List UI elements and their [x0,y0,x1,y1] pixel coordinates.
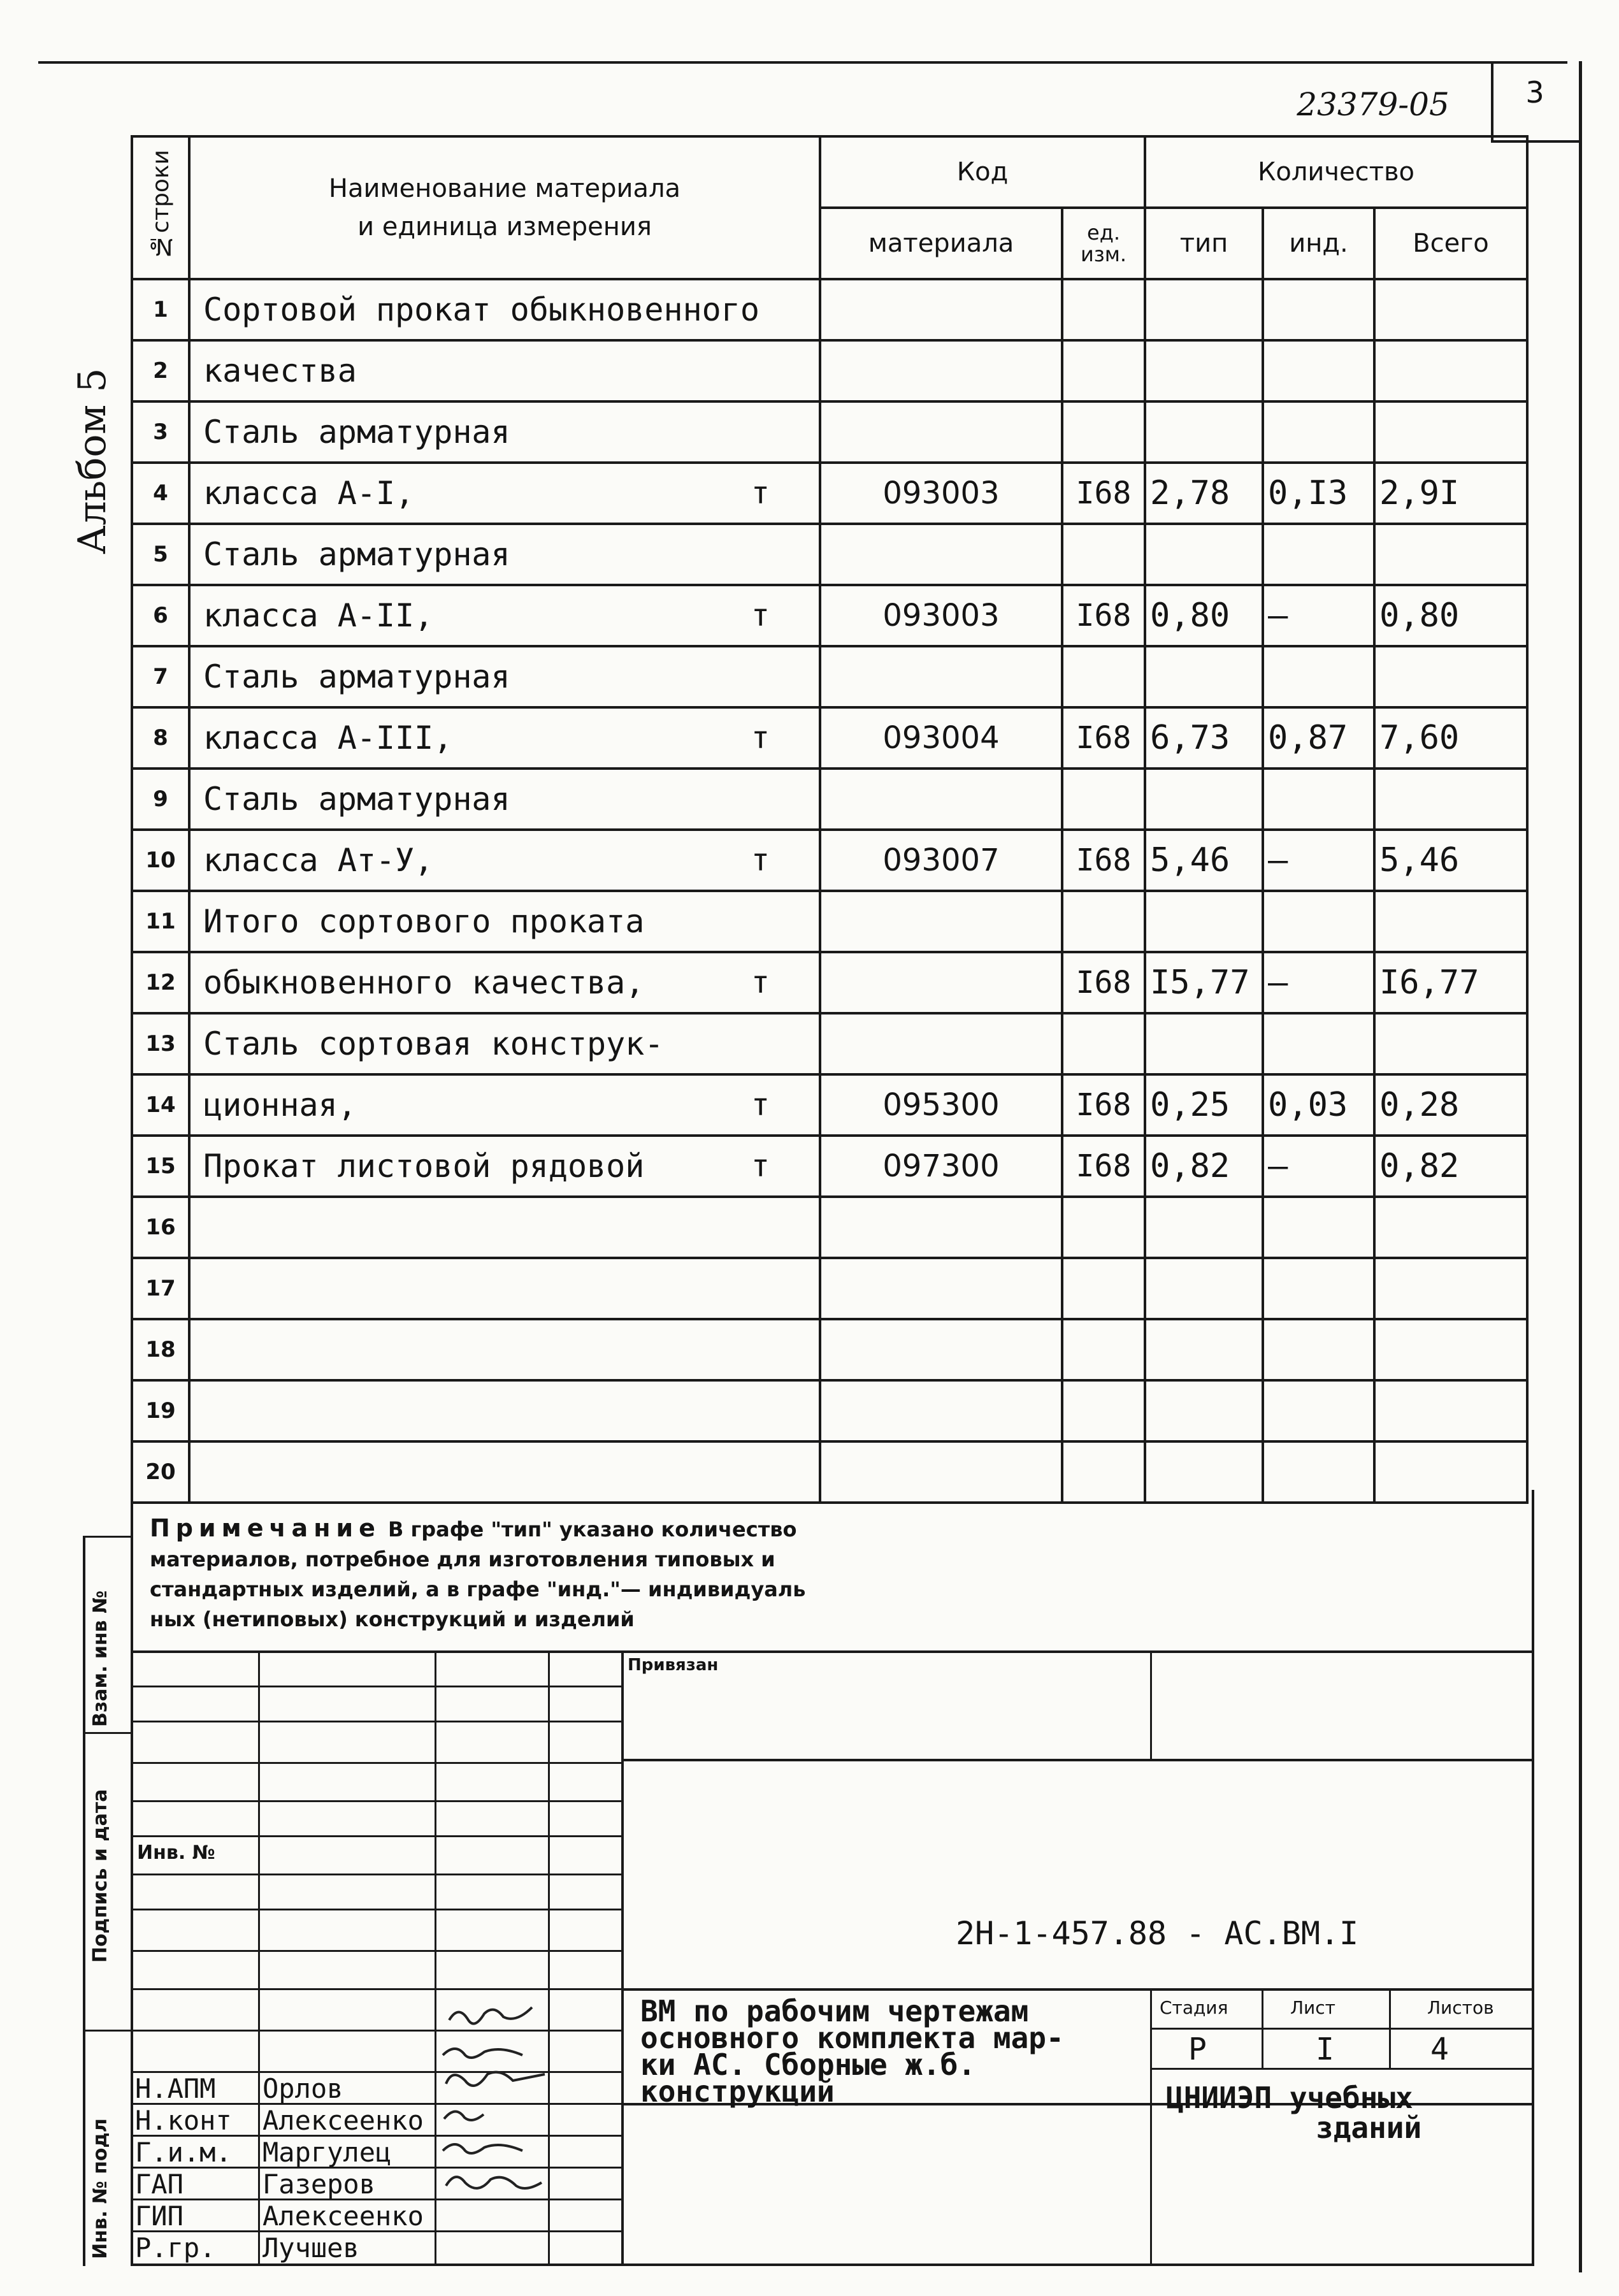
header-code-material: материала [820,208,1062,279]
album-label: Альбом 5 [70,368,115,554]
role-label: ГИП [135,2200,183,2232]
row-number-cell: 13 [132,1013,189,1074]
qty-type-cell [1145,340,1263,401]
material-code-cell [820,1319,1062,1380]
person-name: Маргулец [263,2137,392,2168]
row-number-cell: 4 [132,463,189,524]
qty-ind-cell: 0,I3 [1263,463,1374,524]
material-name-cell [189,830,820,891]
title-line-4: конструкций [640,2074,835,2109]
qty-type-cell [1145,646,1263,707]
qty-ind-cell [1263,524,1374,585]
unit-code-cell [1062,340,1145,401]
qty-total-cell [1374,1380,1527,1441]
qty-type-cell [1145,1441,1263,1503]
qty-type-cell [1145,1319,1263,1380]
table-row [132,1136,1527,1197]
unit-code-cell [1062,1258,1145,1319]
qty-ind-cell: – [1263,830,1374,891]
person-name: Лучшев [263,2232,359,2264]
qty-ind-cell [1263,1258,1374,1319]
role-label: Н.АПМ [135,2073,216,2104]
table-row [132,830,1527,891]
unit-code-cell [1062,1380,1145,1441]
margin-vzam-label: Взам. инв № [89,1590,112,1727]
header-row-no: №строки [132,136,189,279]
row-number-cell: 7 [132,646,189,707]
material-name: Сталь арматурная [203,658,510,695]
material-name: обыкновенного качества, [203,964,645,1001]
title-line-2: основного комплекта мар- [640,2021,1064,2055]
sheets-value: 4 [1430,2032,1449,2067]
material-name-cell [189,1197,820,1258]
qty-total-cell [1374,1319,1527,1380]
header-unit-measure: ед. изм. [1062,208,1145,279]
row-number-cell: 2 [132,340,189,401]
qty-total-cell [1374,1197,1527,1258]
person-name: Алексеенко [263,2105,424,2136]
organization-line-2: зданий [1316,2111,1422,2145]
unit-label: т [751,842,770,878]
qty-type-cell: 0,25 [1145,1074,1263,1136]
qty-ind-cell [1263,891,1374,952]
material-code-cell [820,1380,1062,1441]
unit-code-cell: I68 [1062,585,1145,646]
row-number-cell: 20 [132,1441,189,1503]
qty-type-cell [1145,1013,1263,1074]
row-number-cell: 9 [132,769,189,830]
material-code-cell [820,524,1062,585]
qty-ind-cell [1263,1319,1374,1380]
signature-alekseenko-2 [443,2144,522,2153]
unit-code-cell: I68 [1062,707,1145,769]
qty-total-cell [1374,340,1527,401]
qty-total-cell [1374,1441,1527,1503]
table-row [132,1441,1527,1503]
table-row [132,1380,1527,1441]
table-row [132,279,1527,340]
row-number-cell: 8 [132,707,189,769]
organization-line-1: ЦНИИЭП учебных [1166,2081,1413,2115]
material-name-cell [189,1380,820,1441]
qty-total-cell [1374,646,1527,707]
material-code-cell [820,1258,1062,1319]
qty-total-cell [1374,769,1527,830]
qty-total-cell [1374,1258,1527,1319]
row-number-cell: 3 [132,401,189,463]
note-block [150,1513,1042,1635]
note-line-4: ных (нетиповых) конструкций и изделий [150,1607,635,1631]
material-name-cell [189,952,820,1013]
table-row [132,585,1527,646]
material-code-cell [820,1197,1062,1258]
row-number-cell: 14 [132,1074,189,1136]
table-row [132,769,1527,830]
note-line-1: В графе "тип" указано количество [380,1517,797,1541]
table-row [132,891,1527,952]
qty-ind-cell [1263,1013,1374,1074]
material-name: класса А-III, [203,719,453,756]
unit-code-cell [1062,646,1145,707]
qty-type-cell [1145,279,1263,340]
table-row [132,1258,1527,1319]
sheet-value: I [1316,2032,1334,2067]
qty-ind-cell [1263,769,1374,830]
qty-type-cell: 5,46 [1145,830,1263,891]
table-row [132,340,1527,401]
document-code: 23379-05 [1297,86,1450,123]
unit-code-cell [1062,401,1145,463]
qty-ind-cell [1263,646,1374,707]
material-code-cell [820,401,1062,463]
unit-code-cell [1062,1013,1145,1074]
row-number-cell: 19 [132,1380,189,1441]
material-name: Сортовой прокат обыкновенного [203,291,759,328]
material-code-cell [820,646,1062,707]
qty-total-cell [1374,401,1527,463]
material-code-cell [820,1441,1062,1503]
signature-luchshev [446,2177,542,2188]
qty-ind-cell [1263,1380,1374,1441]
qty-total-cell: 0,82 [1374,1136,1527,1197]
unit-code-cell [1062,1197,1145,1258]
title-line-1: ВМ по рабочим чертежам [640,1994,1029,2028]
spec-table-body [132,279,1527,1503]
material-name-cell [189,585,820,646]
table-row [132,1074,1527,1136]
role-label: Г.и.м. [135,2137,232,2168]
material-name: класса А-I, [203,475,415,512]
material-name: Сталь арматурная [203,536,510,573]
qty-type-cell [1145,1258,1263,1319]
sheet-right-border [1579,61,1582,2272]
table-row [132,463,1527,524]
row-number-cell: 17 [132,1258,189,1319]
table-row [132,1319,1527,1380]
material-name-cell [189,646,820,707]
row-number-cell: 18 [132,1319,189,1380]
material-code-cell: 093003 [820,585,1062,646]
material-code-cell [820,279,1062,340]
material-code-cell [820,891,1062,952]
role-label: Р.гр. [135,2232,216,2264]
signature-margulets [446,2072,545,2086]
material-code-cell: 093003 [820,463,1062,524]
row-number-cell: 10 [132,830,189,891]
header-code: Код [820,136,1145,208]
material-name: Прокат листовой рядовой [203,1148,645,1185]
qty-type-cell: 6,73 [1145,707,1263,769]
unit-label: т [751,965,770,1000]
unit-code-cell: I68 [1062,1136,1145,1197]
signatures [436,1995,558,2269]
material-name-cell [189,401,820,463]
designation: 2Н-1-457.88 - АС.ВМ.I [956,1915,1359,1952]
header-name: Наименование материала и единица измерения [189,136,820,279]
qty-total-cell: 0,28 [1374,1074,1527,1136]
qty-total-cell [1374,524,1527,585]
material-name-cell [189,769,820,830]
qty-type-cell [1145,891,1263,952]
unit-code-cell [1062,524,1145,585]
row-number-cell: 6 [132,585,189,646]
document-title [640,1994,1064,2109]
material-name: Итого сортового проката [203,903,645,940]
note-line-3: стандартных изделий, а в графе "инд."— индивидуаль [150,1577,806,1601]
header-qty-total: Всего [1374,208,1527,279]
row-number-cell: 16 [132,1197,189,1258]
privyazan-label: Привязан [628,1656,719,1675]
material-name: Сталь арматурная [203,414,510,451]
qty-type-cell [1145,1197,1263,1258]
qty-type-cell: 0,80 [1145,585,1263,646]
role-label: Н.конт [135,2105,232,2136]
qty-ind-cell: 0,03 [1263,1074,1374,1136]
inv-no-label: Инв. № [137,1842,215,1864]
material-name-cell [189,1441,820,1503]
material-name-cell [189,524,820,585]
row-number-cell: 12 [132,952,189,1013]
qty-ind-cell: – [1263,585,1374,646]
qty-total-cell [1374,1013,1527,1074]
material-name-cell [189,279,820,340]
table-row [132,952,1527,1013]
table-row [132,1197,1527,1258]
material-name-cell [189,1258,820,1319]
qty-total-cell [1374,279,1527,340]
sheet-number: 3 [1525,75,1544,110]
table-row [132,524,1527,585]
qty-ind-cell: 0,87 [1263,707,1374,769]
material-code-cell: 093004 [820,707,1062,769]
material-code-cell: 095300 [820,1074,1062,1136]
role-label: ГАП [135,2169,183,2200]
person-name: Газеров [263,2169,376,2200]
unit-label: т [751,1148,770,1184]
material-code-cell [820,1013,1062,1074]
sheets-label: Листов [1427,1997,1494,2018]
unit-code-cell [1062,1441,1145,1503]
material-code-cell: 093007 [820,830,1062,891]
qty-ind-cell [1263,401,1374,463]
material-name: класса А-II, [203,597,434,634]
material-name: ционная, [203,1087,357,1123]
note-line-2: материалов, потребное для изготовления типовых и [150,1547,775,1571]
qty-total-cell [1374,891,1527,952]
row-number-cell: 5 [132,524,189,585]
material-name: Сталь сортовая конструк- [203,1025,664,1062]
material-name-cell [189,707,820,769]
qty-type-cell [1145,524,1263,585]
qty-ind-cell [1263,1197,1374,1258]
title-line-3: ки АС. Сборные ж.б. [640,2047,976,2082]
signature-orlov [449,2007,532,2024]
unit-code-cell [1062,1319,1145,1380]
material-name-cell [189,1074,820,1136]
qty-type-cell: 2,78 [1145,463,1263,524]
table-row [132,401,1527,463]
table-row [132,1013,1527,1074]
qty-type-cell [1145,401,1263,463]
header-qty-type: тип [1145,208,1263,279]
material-code-cell [820,340,1062,401]
header-qty-ind: инд. [1263,208,1374,279]
qty-ind-cell [1263,279,1374,340]
qty-ind-cell: – [1263,952,1374,1013]
row-number-cell: 15 [132,1136,189,1197]
signature-alekseenko-1 [443,2049,522,2058]
material-name: класса Ат-У, [203,842,434,879]
unit-label: т [751,475,770,511]
qty-type-cell: I5,77 [1145,952,1263,1013]
unit-code-cell: I68 [1062,463,1145,524]
person-name: Алексеенко [263,2200,424,2232]
row-number-cell: 11 [132,891,189,952]
material-spec-table [131,135,1529,1504]
qty-type-cell [1145,769,1263,830]
header-quantity: Количество [1145,136,1527,208]
material-name-cell [189,1319,820,1380]
margin-podpis-label: Подпись и дата [89,1789,112,1963]
material-name: Сталь арматурная [203,781,510,818]
signature-gazerov [444,2111,484,2120]
material-name-cell [189,1013,820,1074]
material-name-cell [189,463,820,524]
qty-total-cell: I6,77 [1374,952,1527,1013]
material-name: качества [203,352,357,389]
material-name-cell [189,1136,820,1197]
qty-type-cell [1145,1380,1263,1441]
table-row [132,707,1527,769]
margin-inv-label: Инв. № подл [89,2118,112,2259]
table-row [132,646,1527,707]
qty-ind-cell [1263,1441,1374,1503]
unit-code-cell: I68 [1062,952,1145,1013]
qty-ind-cell: – [1263,1136,1374,1197]
unit-label: т [751,720,770,756]
stage-value: Р [1188,2032,1207,2067]
unit-code-cell: I68 [1062,830,1145,891]
person-name: Орлов [263,2073,343,2104]
qty-type-cell: 0,82 [1145,1136,1263,1197]
material-name-cell [189,891,820,952]
material-code-cell: 097300 [820,1136,1062,1197]
qty-total-cell: 0,80 [1374,585,1527,646]
unit-code-cell [1062,769,1145,830]
unit-code-cell: I68 [1062,1074,1145,1136]
material-code-cell [820,769,1062,830]
unit-label: т [751,598,770,633]
unit-code-cell [1062,891,1145,952]
material-name-cell [189,340,820,401]
material-code-cell [820,952,1062,1013]
note-lead: Примечание [150,1514,381,1542]
qty-total-cell: 5,46 [1374,830,1527,891]
row-number-cell: 1 [132,279,189,340]
unit-label: т [751,1087,770,1123]
sheet-label: Лист [1290,1997,1335,2018]
stage-label: Стадия [1160,1997,1228,2018]
unit-code-cell [1062,279,1145,340]
qty-ind-cell [1263,340,1374,401]
qty-total-cell: 2,9I [1374,463,1527,524]
sheet-top-border [38,61,1567,64]
qty-total-cell: 7,60 [1374,707,1527,769]
